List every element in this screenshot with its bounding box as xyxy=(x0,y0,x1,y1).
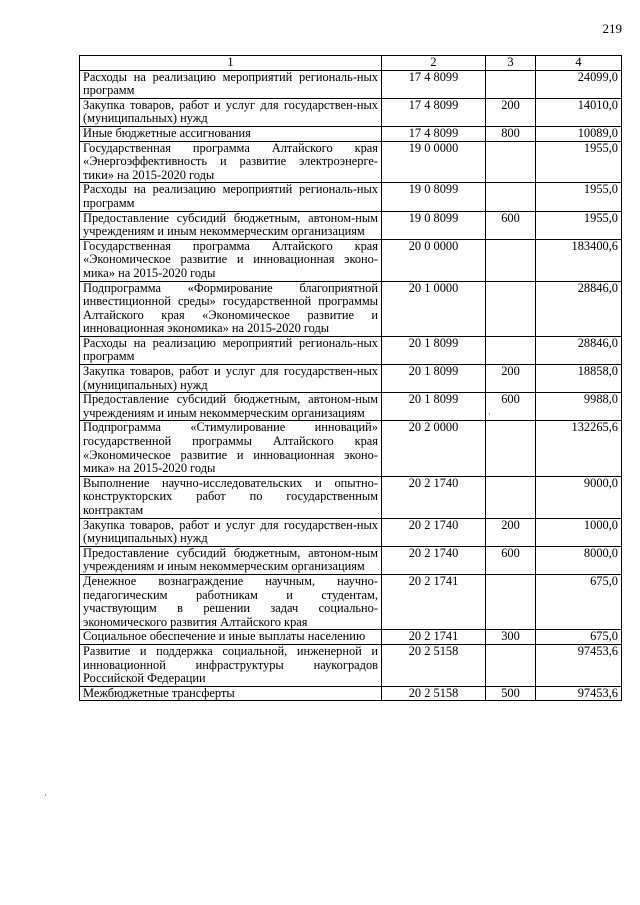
row-amount: 14010,0 xyxy=(536,98,622,126)
row-expense-type xyxy=(486,239,536,281)
row-amount: 8000,0 xyxy=(536,546,622,574)
row-amount: 183400,6 xyxy=(536,239,622,281)
table-row xyxy=(80,686,622,701)
table-row xyxy=(80,281,622,336)
row-expense-type: 200 xyxy=(486,518,536,546)
row-name: Закупка товаров, работ и услуг для государствен-ных (муниципальных) нужд xyxy=(80,518,382,546)
row-amount: 675,0 xyxy=(536,630,622,645)
table-row xyxy=(80,630,622,645)
row-name: Развитие и поддержка социальной, инженерной и инновационной инфраструктуры наукоградов Российской Федерации xyxy=(80,644,382,686)
budget-table xyxy=(79,55,622,701)
row-code: 20 1 8099 xyxy=(382,336,486,364)
row-code: 20 0 0000 xyxy=(382,239,486,281)
row-amount: 28846,0 xyxy=(536,336,622,364)
row-name: Закупка товаров, работ и услуг для государствен-ных (муниципальных) нужд xyxy=(80,98,382,126)
row-amount: 1955,0 xyxy=(536,183,622,211)
row-code: 20 1 8099 xyxy=(382,365,486,393)
row-code: 20 1 8099 xyxy=(382,393,486,421)
row-expense-type xyxy=(486,183,536,211)
row-name: Расходы на реализацию мероприятий региональ-ных программ xyxy=(80,70,382,98)
row-name: Закупка товаров, работ и услуг для государствен-ных (муниципальных) нужд xyxy=(80,365,382,393)
table-row xyxy=(80,141,622,183)
row-amount: 9000,0 xyxy=(536,476,622,518)
row-code: 20 2 1741 xyxy=(382,574,486,629)
row-code: 20 2 5158 xyxy=(382,686,486,701)
column-header-type: 3 xyxy=(486,56,536,71)
table-row xyxy=(80,211,622,239)
row-amount: 675,0 xyxy=(536,574,622,629)
table-row xyxy=(80,644,622,686)
row-name: Подпрограмма «Стимулирование инноваций» государственной программы Алтайского края «Экономическое развитие и инновационная эконо-мика» на 2015-2020 годы xyxy=(80,421,382,476)
table-row xyxy=(80,518,622,546)
table-row xyxy=(80,126,622,141)
row-expense-type xyxy=(486,421,536,476)
row-name: Государственная программа Алтайского края «Экономическое развитие и инновационная эконо-мика» на 2015-2020 годы xyxy=(80,239,382,281)
table-header-row xyxy=(80,56,622,71)
column-header-amount: 4 xyxy=(536,56,622,71)
row-expense-type xyxy=(486,476,536,518)
row-amount: 10089,0 xyxy=(536,126,622,141)
row-code: 20 2 1740 xyxy=(382,546,486,574)
row-name: Подпрограмма «Формирование благоприятной инвестиционной среды» государственной программы Алтайского края «Экономическое развитие и инновационная экономика» на 2015-2020 годы xyxy=(80,281,382,336)
row-name: Расходы на реализацию мероприятий региональ-ных программ xyxy=(80,183,382,211)
row-amount: 132265,6 xyxy=(536,421,622,476)
row-expense-type: 300 xyxy=(486,630,536,645)
row-name: Социальное обеспечение и иные выплаты населению xyxy=(80,630,382,645)
row-code: 20 1 0000 xyxy=(382,281,486,336)
row-code: 19 0 8099 xyxy=(382,183,486,211)
row-code: 20 2 1740 xyxy=(382,476,486,518)
row-code: 20 2 0000 xyxy=(382,421,486,476)
row-code: 20 2 1741 xyxy=(382,630,486,645)
row-expense-type xyxy=(486,644,536,686)
table-row xyxy=(80,336,622,364)
row-amount: 24099,0 xyxy=(536,70,622,98)
row-code: 17 4 8099 xyxy=(382,98,486,126)
row-expense-type: 600 xyxy=(486,393,536,421)
row-name: Выполнение научно-исследовательских и опытно-конструкторских работ по государственным контрактам xyxy=(80,476,382,518)
row-code: 20 2 5158 xyxy=(382,644,486,686)
row-expense-type: 600 xyxy=(486,211,536,239)
row-expense-type xyxy=(486,336,536,364)
row-amount: 28846,0 xyxy=(536,281,622,336)
row-expense-type xyxy=(486,141,536,183)
row-name: Иные бюджетные ассигнования xyxy=(80,126,382,141)
table-row xyxy=(80,574,622,629)
row-expense-type: 200 xyxy=(486,98,536,126)
row-amount: 1955,0 xyxy=(536,211,622,239)
row-amount: 18858,0 xyxy=(536,365,622,393)
row-name: Предоставление субсидий бюджетным, автоном-ным учреждениям и иным некоммерческим организациям xyxy=(80,393,382,421)
table-row xyxy=(80,365,622,393)
row-expense-type xyxy=(486,574,536,629)
row-name: Денежное вознаграждение научным, научно-педагогическим работникам и студентам, участвующим в решении задач социально-экономического развития Алтайского края xyxy=(80,574,382,629)
row-amount: 97453,6 xyxy=(536,686,622,701)
column-header-code: 2 xyxy=(382,56,486,71)
row-name: Государственная программа Алтайского края «Энергоэффективность и развитие электроэнерге-тики» на 2015-2020 годы xyxy=(80,141,382,183)
row-code: 19 0 0000 xyxy=(382,141,486,183)
column-header-name: 1 xyxy=(80,56,382,71)
row-expense-type: 200 xyxy=(486,365,536,393)
row-code: 19 0 8099 xyxy=(382,211,486,239)
row-expense-type xyxy=(486,281,536,336)
page-number: 219 xyxy=(602,21,622,36)
row-name: Предоставление субсидий бюджетным, автоном-ным учреждениям и иным некоммерческим организациям xyxy=(80,546,382,574)
table-row xyxy=(80,476,622,518)
row-amount: 9988,0 xyxy=(536,393,622,421)
row-amount: 97453,6 xyxy=(536,644,622,686)
scan-speck: · xyxy=(488,409,491,419)
row-code: 20 2 1740 xyxy=(382,518,486,546)
table-row xyxy=(80,421,622,476)
row-expense-type xyxy=(486,70,536,98)
row-amount: 1000,0 xyxy=(536,518,622,546)
row-name: Межбюджетные трансферты xyxy=(80,686,382,701)
scan-speck: · xyxy=(44,790,47,800)
table-row xyxy=(80,393,622,421)
table-row xyxy=(80,70,622,98)
row-name: Расходы на реализацию мероприятий региональ-ных программ xyxy=(80,336,382,364)
row-code: 17 4 8099 xyxy=(382,70,486,98)
row-amount: 1955,0 xyxy=(536,141,622,183)
table-row xyxy=(80,98,622,126)
row-expense-type: 800 xyxy=(486,126,536,141)
table-row xyxy=(80,239,622,281)
row-name: Предоставление субсидий бюджетным, автоном-ным учреждениям и иным некоммерческим организациям xyxy=(80,211,382,239)
row-expense-type: 600 xyxy=(486,546,536,574)
row-code: 17 4 8099 xyxy=(382,126,486,141)
table-body xyxy=(80,70,622,701)
table-row xyxy=(80,546,622,574)
table-row xyxy=(80,183,622,211)
row-expense-type: 500 xyxy=(486,686,536,701)
